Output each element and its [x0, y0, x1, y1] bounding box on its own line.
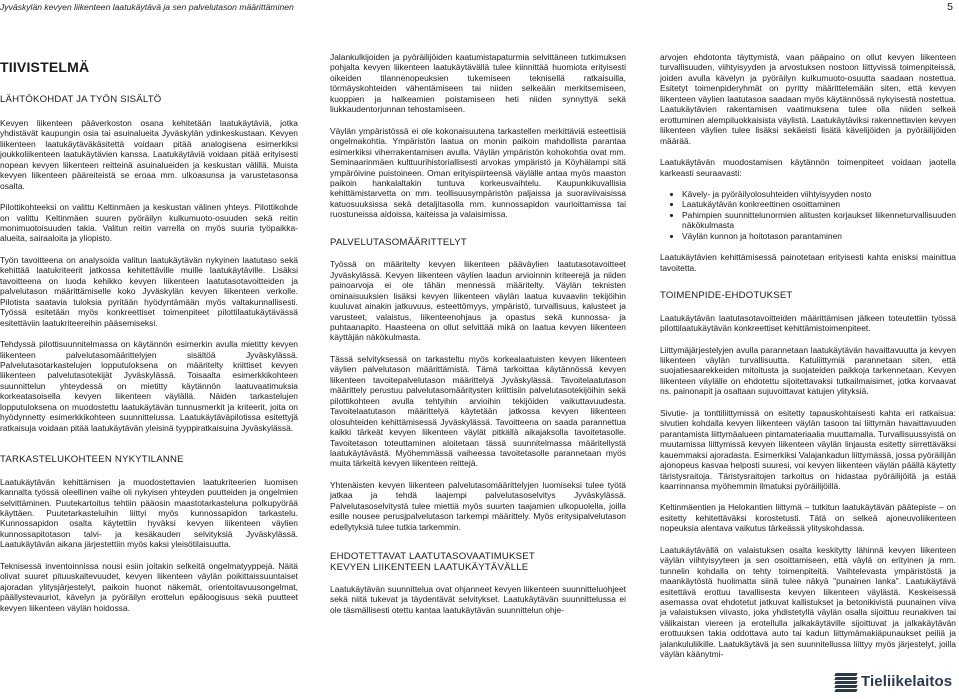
list-item: • Pahimpien suunnittelunormien alitusten korjaukset liikenneturvallisuuden näkökulmasta	[682, 210, 956, 231]
measures-bullet-list	[660, 189, 956, 241]
section-heading-quality-requirements	[330, 552, 626, 573]
section-heading-measures: TOIMENPIDE-EHDOTUKSET	[660, 290, 793, 302]
paragraph: Kevyen liikenteen pääverkoston osana kehitetään laatukäytäviä, jotka yhdistävät kaupungin osia tai asuinalueita Jyväskylän ydinkeskustaan. Kevyen liikenteen laatukäytäväkäsitettä voidaan pitää analogisena esimerkiksi joukkoliikenteen laatukäytävien kanssa. Laatukäytäviä voidaan pitää erityisesti nopean kevyen liikenteen reitteinä asuinalueiden ja keskustan välillä. Muista kevyen liikenteen pääreiteistä se eroaa mm. ulkoasunsa ja varustetasonsa osalta.	[0, 117, 298, 191]
list-item: • Laatukäytävän konkreettinen osoittaminen	[682, 199, 956, 209]
paragraph: Väylän ympäristössä ei ole kokonaisuutena tarkastellen merkittäviä esteettisiä ongelmakohtia. Ympäristön laatua on monin paikoin mahdollista parantaa esimerkiksi viherrakentamisen avulla. Väylän ympäristön kohokohtia ovat mm. Seminaarinmäen kulttuurihistoriallisesti arvokas ympäristö ja Köyhälampi sitä ympäröivine puistoineen. Oman erityispiirteensä väylälle antaa myös maaston paikoin hankalaltakin tuntuva korkeusvaihtelu. Kaupunkikuvallisia kehittämistarvetta on mm. teollisuusympäristön paljaissa ja suoraviivaisissa katuosuuksissa sekä detaljitasolla mm. kunnossapidon vaurioittamissa tai ruostuneissa aidoissa, kaiteissa ja valaisimissa.	[330, 125, 626, 220]
paragraph: Jalankulkijoiden ja pyöräilijöiden kaatumistapaturmia selvittäneen tutkimuksen pohjalta kevyen liikenteen laatukäytävällä tulee kiinnittää huomiota erityisesti oikeiden tilannenopeuksien tukemiseen teknisellä ratkaisuilla, törmäyskohteiden vähentämiseen tai niiden selkeään merkitsemiseen, kuoppien ja halkeamien poistamiseen heti niiden synnyttyä sekä liukkaudentorjunnan tehostamiseen.	[330, 52, 626, 115]
paragraph: Laatukäytävän muodostamisen käytännön toimenpiteet voidaan jaotella karkeasti seuraavasti:	[660, 157, 956, 178]
paragraph: Teknisessä inventoinnissa nousi esiin joitakin selkeitä ongelmatyyppejä. Näitä olivat suuret pituuskaltevuudet, kevyen liikenteen väylän poikittaissuuntaiset ajoradan ylitysjärjestelyt, paikoin huonot näkemät, orientoitavuusongelmat, päällystevauriot, kävelyn ja pyöräilyn erottelun epäloogisuus sekä puutteet kevyen liikenteen väylän hoidossa.	[0, 560, 298, 613]
running-header-title: Jyväskylän kevyen liikenteen laatukäytävä ja sen palvelutason määrittäminen	[0, 2, 294, 12]
section-heading-line-2: KEVYEN LIIKENTEEN LAATUKÄYTÄVÄLLE	[330, 561, 529, 573]
section-heading-service-levels: PALVELUTASOMÄÄRITTELYT	[330, 236, 467, 248]
paragraph: Tehdyssä pilottisuunnitelmassa on käytännön esimerkin avulla mietitty kevyen liikenteen palvelutasomäärittelyjen sisältöä Jyväskylässä. Palvelutasotarkastelujen lopputuloksena on määritelty kriittiset kevyen liikenteen palvelutasotekijät Jyväskylässä. Toisaalta esimerkkikohteen suunnittelun yhteydessä on mietitty käytännön laatuvaatimuksia korkeatasoisella kevyen liikenteen väylällä. Näiden tarkastelujen lopputuloksena on muodostettu laatukäytävän tunnusmerkit ja kriteerit, joita on hyödynnetty esimerkkikohteen suunnittelussa. Laatukäytäväpilotissa esitettyjä ratkaisuja voidaan pitää laatukäytävän yleisinä tyyppiratkaisuina Jyväskylässä.	[0, 339, 298, 433]
paragraph: Laatukäytävien kehittämisessä painotetaan erityisesti kahta enisksi mainittua tavoitetta.	[660, 252, 956, 273]
paragraph: Pilottikohteeksi on valittu Keltinmäen ja keskustan välinen yhteys. Pilottikohde on valittu Keltinmäen suuren pyöräilyn kulkumuoto-osuuden sekä reitin monimuotoisuuden takia. Valitun reitin varrella on myös suuria työpaikka-alueita, sairaaloita ja yliopisto.	[0, 202, 298, 244]
section-heading-line-1: EHDOTETTAVAT LAATUTASOVAATIMUKSET	[330, 551, 535, 563]
paragraph: Laatukäytävän suunnittelua ovat ohjanneet kevyen liikenteen suunnitteluohjeet sekä niitä tukevat ja täydentävät selvitykset. Laatukäytävän suunnittelussa ei ole täsmällisesti otettu kantaa laatukäytävän suunnittelun ohje-	[330, 584, 626, 615]
logo-stripes-icon	[835, 673, 857, 693]
paragraph: Laatukäytävän kehittämisen ja muodostettavien laatukriteerien luomisen kannalta työssä oleellinen vaihe oli nykyisen yhteyden puutteiden ja ongelmien selvittäminen. Puutekartoitus tehtiin pääosin maastotarkasteluna polkupyörää käyttäen. Puutetarkasteluihin liittyi myös kunnossapidon tarkastelu. Kunnossapidon osalta käytettiin hyväksi kevyen liikenteen väylien kunnossapitotason talvi- ja kesäkauden selvityksiä Jyväskylässä. Laatukäytävän aikana järjestettiin myös kaksi yleisötilaisuutta.	[0, 476, 298, 550]
paragraph: arvojen ehdotonta täyttymistä, vaan pääpaino on ollut kevyen liikenteen turvallisuuden, viihtyisyyden ja arvostuksen nostoon liittyvissä toimenpiteissä, joiden avulla kävelyn ja pyöräilyn kulkumuoto-osuutta saadaan nostettua. Esitetyt toimenpideryhmät on pyritty määrittelemään siten, että kevyen liikenteen väylien laatutasoa saadaan myös käytännössä nykyisestä nostettua. Laatukäytävien rakentamisen vaatimuksena tulee olla niiden selkeä erottuminen alempiluokkaisista väylistä. Laatukäytäviksi rakennettavien kevyen liikenteen väylien tulee lisäksi sekäeisti lisätä kävelijöiden ja pyöräilijöiden määrää.	[660, 52, 956, 146]
page-number: 5	[947, 1, 953, 13]
section-heading-current-state: TARKASTELUKOHTEEN NYKYTILANNE	[0, 454, 184, 466]
tieliikelaitos-logo	[835, 671, 953, 695]
column-right	[660, 52, 956, 671]
column-middle	[330, 52, 626, 626]
paragraph: Laatukäytävällä on valaistuksen osalta keskitytty lähinnä kevyen liikenteen väylän viihtyisyyteen ja sen osoittamiseen, että väylä on erityinen ja mm. tunnelin kohdalla on tehty toimenpiteitä. Vaihtelevasta ympäristöstä ja maankäytöstä huolimatta siinä tulee näkyä "punainen lanka". Laatukäytävä esitettävä erottuu tavallisesta kevyen liikenteen väylästä. Keskeisessä asemassa ovat ehdotetut jatkuvat kallistukset ja betonikivistä puunainen viiva ja valaistuksen viivasto, joka yhdistetyllä väylän osalla sijoittuu reunakiven tai välikaistan viereen ja erotellulla jalkakäytäville sijoittuvat ja jalkakäytävän erottuuksen takia oddottava auto tai kadun liittymämakiäpunaukset peiliä ja jalankululiikille. Laatukäytävä ja sen suunnitellussa liittyy myös järjestelyt, joilla väylän käänytmi-	[660, 544, 956, 660]
list-item: • Väylän kunnon ja hoitotason parantaminen	[682, 231, 956, 241]
list-item: • Kävely- ja pyöräilyolosuhteiden viihtyisyyden nosto	[682, 189, 956, 199]
main-title: TIIVISTELMÄ	[0, 59, 90, 75]
paragraph: Tässä selvityksessä on tarkasteltu myös korkealaatuisten kevyen liikenteen väylien palvelutason määrittämistä. Tämä tarkoittaa käytännössä kevyen liikenteen tavoitepalvelutason määrittelyä Jyväskylässä. Tavoitelaatutason määrittely perustuu palvelutasomääritysten kriittisiin palvelutasotekijöihin sekä pilottikohteen avulla tehtyihin arvioihin tekijöiden vaikuttavuudesta. Tavoitelaatutason määrittelyä käytetään jatkossa kevyen liikenteen olosuhteiden kehittämisessä Jyväskylässä. Tavoitteena on saada parannettua kaikki tärkeät kevyen liikenteen väylät pitkällä aikajaksolla tavoitetasolle. Tavoitetason toteuttaminen aloitetaan tässä suunnitelmassa määritellystä laatukäytävästä. Myöhemmässä vaiheessa tavoitetasolle parannetaan myös muita tärkeitä kevyen liikenteen reittejä.	[330, 353, 626, 469]
logo-wordmark: Tieliikelaitos	[861, 673, 953, 690]
paragraph: Keltinmäentien ja Helokantien liittymä – tutkitun laatukäytävän päätepiste – on esitetty kehitettäväksi korostetusti. Tätä on selkeä ajoneuvoliikenteen nopeuksia alentava vaikutus tärkeässä ylityskohdassa.	[660, 502, 956, 534]
paragraph: Laatukäytävän laatutasotavoitteiden määrittämisen jälkeen toteutettiin työssä pilottilaatukäytävän konkreettiset kehittämistoimenpiteet.	[660, 312, 956, 334]
column-left	[0, 59, 298, 624]
paragraph: Työssä on määritelty kevyen liikenteen pääväylien laatutasotavoitteet Jyväskylässä. Kevyen liikenteen väylien laadun arvioinnin kriteerejä ja niiden painoarvoja ei ole tähän mennessä määritelty. Väylän teknisten ominaisuuksien lisäksi kevyen liikenteen väylän laatua kuvaaviin tekijöihin kuuluvat ainakin jatkuvuus, esteettömyys, ympäristö, turvallisuus, kalusteet ja varusteet, valaistus, liikenteenohjaus ja opastus sekä kunnossa- ja puhtaanapito. Haasteena on ollut selvittää mikä on laatua kevyen liikenteen käyttäjän näkökulmasta.	[330, 259, 626, 343]
paragraph: Sivutie- ja tonttiliittymissä on esitetty tapauskohtaisesti kahta eri ratkaisua: sivutien kohdalla kevyen liikenteen väylän tasoon tai liittymän havaittavuuden parantamista liittymäalueen pintamateriaalia muuttamalla. Turvallisuussyistä on muutamissa liittymissä kevyen liikenteen väylän linjausta esitetty siirrettäväksi kauemmaksi ajoradasta. Esimerkiksi Valajankadun liittymässä, jossa pyöräilijän ajonopeus kasvaa helposti suuresi, voi kevyen liikenteen väylän päällä käytetty täristysraitoja. Täristysraitojen tarkoitus on hidastaa pyöräilijöitä ja estää kaarrinnansa myöhemmin ilmatuksi pyöräilijöillä.	[660, 407, 956, 491]
paragraph: Työn tavoitteena on analysoida valitun laatukäytävän nykyinen laatutaso sekä kehittää laatukriteerit jatkossa kehitettäville muille laatukäytäville. Lisäksi tavoitteena on luoda kehikko kevyen liikenteen laatutasotavoitteiden ja palvelutason määrittämiselle koko Jyväskylän kevyen liikenteen verkolle. Pilotista saatavia tuloksia pyritään hyödyntämään myös valtakunnallisesti. Työssä esitetään myös konkreettiset toimenpiteet pilottilaatukäytävässä esitettäviin laatukriteereihin pääsemiseksi.	[0, 254, 298, 328]
paragraph: Yhtenäisten kevyen liikenteen palvelutasomäärittelyjen luomiseksi tulee työtä jatkaa ja tehdä laajempi palvelutasoselvitys Jyväskylässä. Palvelutasoselvitystä tulee miettiä myös suurten taajamien ulkopuolella, joilla esille nousee perusjpalvelutason tarkempi määrittely. Myös eritysipalvelutason edellytyksiä tulee tutkia tarkemmin.	[330, 479, 626, 532]
section-heading-background: LÄHTÖKOHDAT JA TYÖN SISÄLTÖ	[0, 94, 162, 106]
paragraph: Liittymäjärjestelyjen avulla parannetaan laatukäytävän havaittavuutta ja kevyen liikenteen väylän turvallisuutta. Katuliittymiä parannetaan siten, että suojatiesaarekkeiden mitoitusta ja suojateiden paikkoja tarkennetaan. Kevyen liikenteen väylälle on ehdotettu sijoitettavaksi tutkailmaisimet, jotka korvaavat ns. painonapit ja osaltaan sujuvoittavat katujen ylityksiä.	[660, 344, 956, 397]
